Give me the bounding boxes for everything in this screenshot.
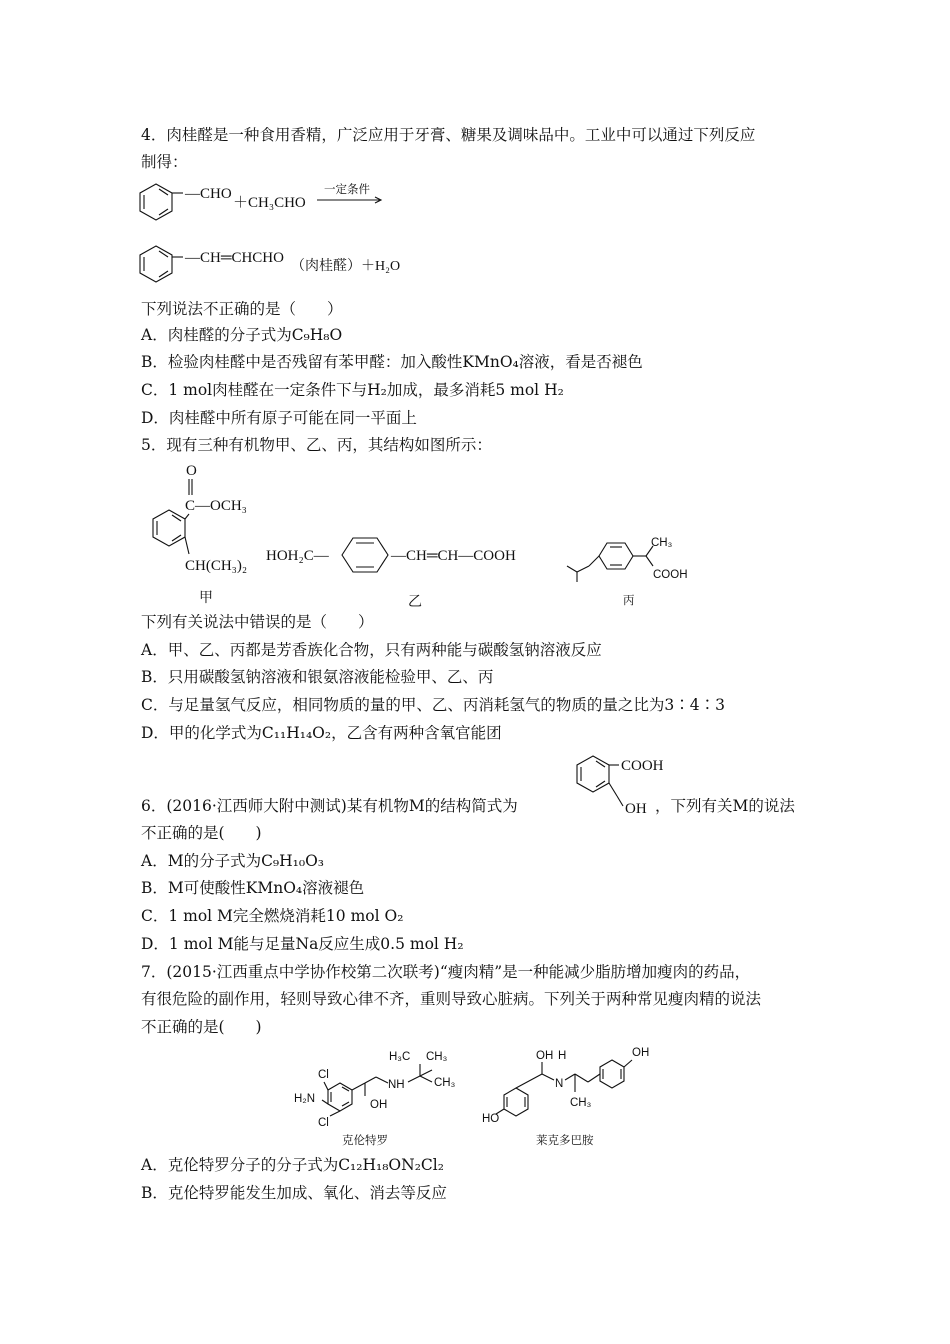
ract-oh-right: OH: [632, 1047, 650, 1059]
yi-label: 乙: [408, 594, 422, 610]
clen-cl-bottom: Cl: [318, 1117, 329, 1129]
q5-option-c: C．与足量氢气反应，相同物质的量的甲、乙、丙消耗氢气的物质的量之比为3∶4∶3: [141, 696, 725, 714]
compound-yi: [266, 538, 516, 610]
ract-h: H: [558, 1050, 567, 1062]
clen-cl-top: Cl: [318, 1069, 329, 1081]
q6-cooh: COOH: [621, 758, 664, 774]
q6-option-c: C．1 mol M完全燃烧消耗10 mol O₂: [141, 907, 404, 925]
clen-h2n: H₂N: [294, 1093, 316, 1105]
q5-question: 下列有关说法中错误的是（ ）: [141, 613, 374, 631]
q6-option-d: D．1 mol M能与足量Na反应生成0.5 mol H₂: [141, 935, 464, 953]
clen-caption: 克伦特罗: [342, 1133, 388, 1147]
q6-stem-left: 6．(2016·江西师大附中测试)某有机物M的结构简式为: [141, 797, 518, 815]
q5-structures: [141, 458, 711, 612]
q4-product-name: （肉桂醛）＋H₂O: [291, 259, 401, 274]
q4-arrow-condition: 一定条件: [324, 184, 370, 196]
ract-ho: HO: [482, 1113, 500, 1125]
q4-reactant-group: —CHO: [185, 186, 232, 202]
q4-product-group: —CH═CHCHO: [185, 250, 284, 266]
yi-left-group: HOH₂C—: [266, 548, 329, 564]
clen-oh: OH: [370, 1099, 388, 1111]
clen-h3c: H₃C: [389, 1051, 411, 1063]
q7-stem-line3: 不正确的是( ): [141, 1018, 262, 1036]
clen-nh: NH: [388, 1079, 405, 1091]
q7-option-b: B．克伦特罗能发生加成、氧化、消去等反应: [141, 1184, 447, 1202]
ract-oh-top: OH: [536, 1050, 554, 1062]
yi-right-group: —CH═CH—COOH: [391, 548, 516, 564]
clen-ch3-top: CH₃: [426, 1051, 448, 1063]
compound-ractopamine: [482, 1047, 649, 1147]
q5-option-b: B．只用碳酸氢钠溶液和银氨溶液能检验甲、乙、丙: [141, 668, 494, 686]
q4-stem-line2: 制得：: [141, 153, 188, 171]
q4-question: 下列说法不正确的是（ ）: [141, 300, 343, 318]
q4-reaction-svg: [141, 180, 521, 300]
jia-label: 甲: [199, 590, 213, 606]
clen-ch3-side: CH₃: [434, 1077, 456, 1089]
ract-caption: 莱克多巴胺: [536, 1133, 594, 1147]
compound-bing: [567, 537, 688, 607]
q4-option-d: D．肉桂醛中所有原子可能在同一平面上: [141, 409, 417, 427]
compound-jia: [153, 463, 247, 606]
q6-stem-line2: 不正确的是( ): [141, 824, 262, 842]
q6-oh: OH: [625, 801, 647, 817]
q4-option-b: B．检验肉桂醛中是否残留有苯甲醛：加入酸性KMnO₄溶液，看是否褪色: [141, 353, 643, 371]
q6-option-b: B．M可使酸性KMnO₄溶液褪色: [141, 879, 365, 897]
compound-clenbuterol: [294, 1051, 456, 1147]
q4-option-c: C．1 mol肉桂醛在一定条件下与H₂加成，最多消耗5 mol H₂: [141, 381, 564, 399]
q5-stem: 5．现有三种有机物甲、乙、丙，其结构如图所示：: [141, 436, 492, 454]
ract-n: N: [555, 1078, 564, 1090]
bing-acid: COOH: [653, 569, 688, 581]
q7-structures-svg: [290, 1040, 670, 1152]
q7-stem-line2: 有很危险的副作用，轻则导致心律不齐，重则导致心脏病。下列关于两种常见瘦肉精的说法: [141, 990, 762, 1008]
benzene-ring: [140, 184, 172, 220]
q7-option-a: A．克伦特罗分子的分子式为C₁₂H₁₈ON₂Cl₂: [141, 1156, 444, 1174]
jia-side-chain: CH(CH₃)₂: [185, 558, 248, 574]
jia-carbonyl-o: O: [186, 463, 197, 479]
benzene-ring-product: [140, 246, 172, 282]
q4-plus-reagent: ＋CH₃CHO: [233, 195, 306, 211]
bing-label: 丙: [623, 593, 635, 607]
q4-stem-line1: 4．肉桂醛是一种食用香精，广泛应用于牙膏、糖果及调味品中。工业中可以通过下列反应: [141, 126, 756, 144]
q7-stem-line1: 7．(2015·江西重点中学协作校第二次联考)“瘦肉精”是一种能减少脂肪增加瘦肉的药品，: [141, 963, 751, 981]
q5-structures-svg: [141, 458, 711, 608]
q5-option-d: D．甲的化学式为C₁₁H₁₄O₂，乙含有两种含氧官能团: [141, 724, 502, 742]
q4-reaction-scheme: [141, 180, 521, 304]
q6-option-a: A．M的分子式为C₉H₁₀O₃: [141, 852, 325, 870]
jia-ester-group: C—OCH₃: [185, 498, 247, 514]
q5-option-a: A．甲、乙、丙都是芳香族化合物，只有两种能与碳酸氢钠溶液反应: [141, 641, 602, 659]
q6-stem-right: ，下列有关M的说法: [655, 797, 795, 815]
ract-ch3: CH₃: [570, 1097, 592, 1109]
bing-methyl: CH₃: [651, 537, 673, 549]
q4-option-a: A．肉桂醛的分子式为C₉H₈O: [141, 326, 343, 344]
q7-structures: [290, 1040, 670, 1156]
